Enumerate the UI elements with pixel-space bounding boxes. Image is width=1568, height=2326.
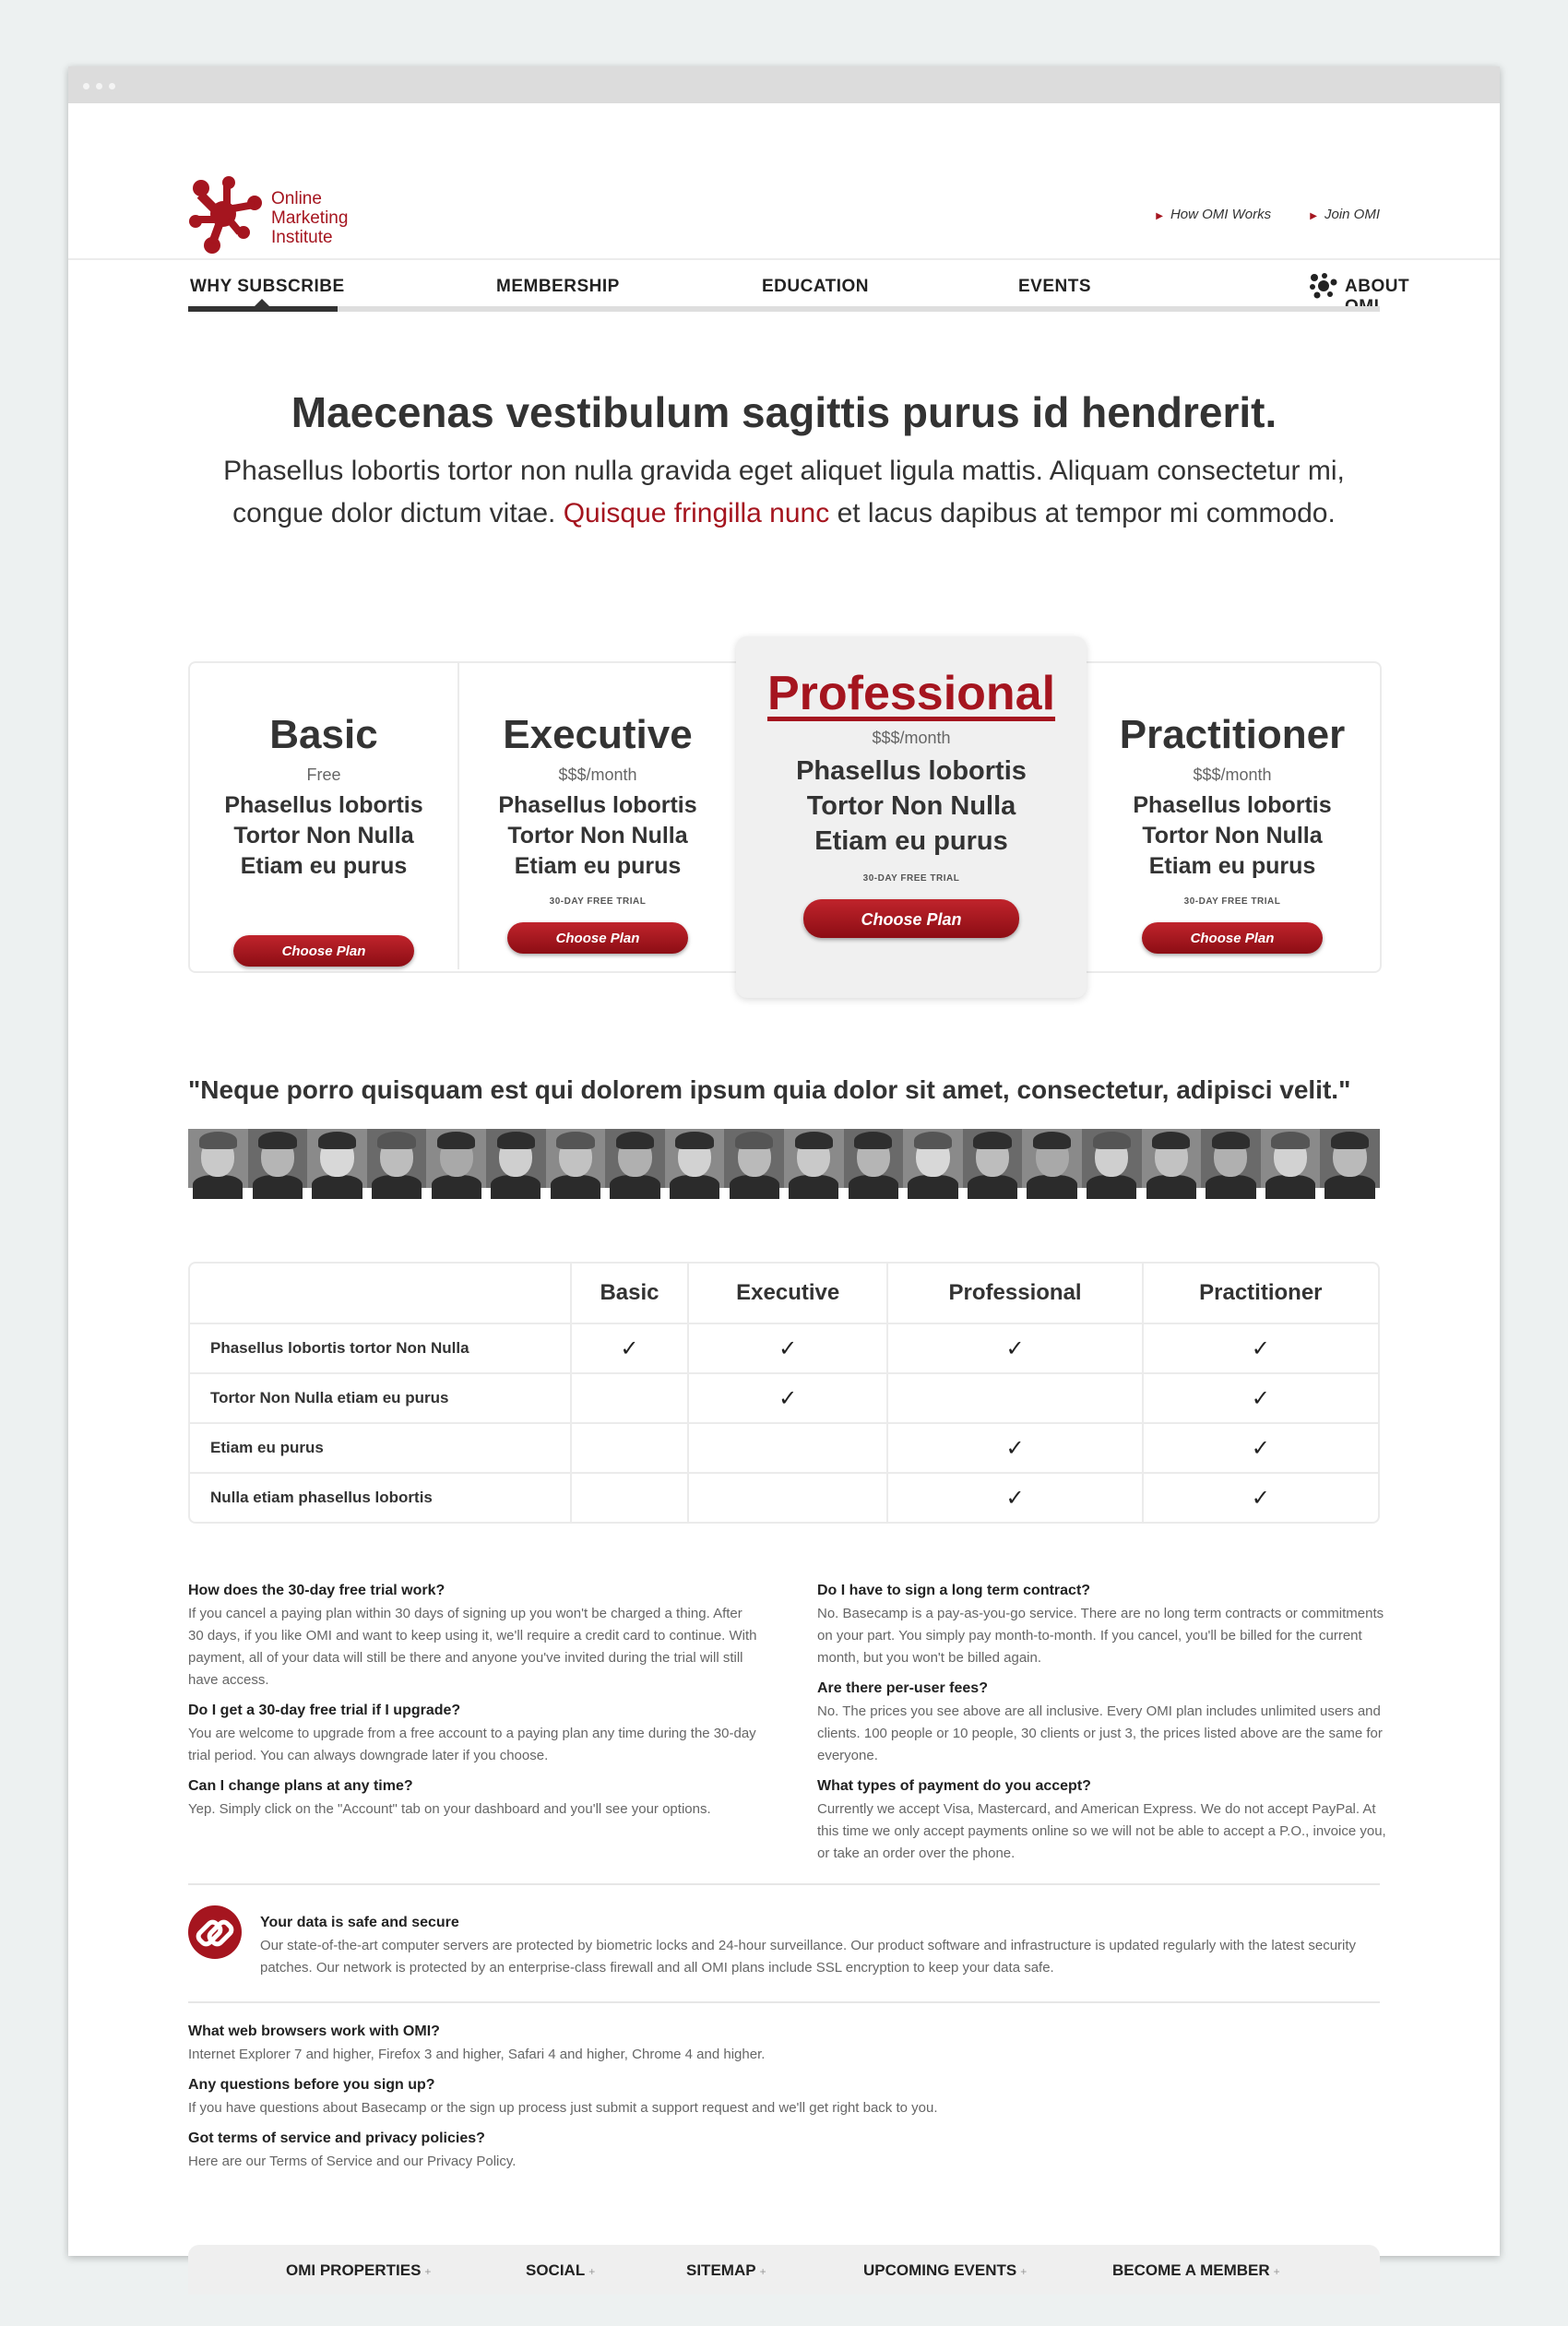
table-row bbox=[190, 1472, 1378, 1522]
member-photo bbox=[307, 1129, 367, 1188]
checkmark-icon: ✓ bbox=[687, 1323, 887, 1372]
plan-name: Professional bbox=[766, 667, 1056, 720]
choose-plan-button[interactable]: Choose Plan bbox=[1142, 922, 1323, 954]
main-nav bbox=[188, 269, 1410, 310]
window-dot-icon[interactable] bbox=[109, 83, 115, 89]
checkmark-icon: ✓ bbox=[886, 1323, 1141, 1372]
hero-subtitle-text: Phasellus lobortis tortor non nulla gravida eget aliquet ligula mattis. Aliquam consectetur mi, congue dolor dictum vitae. bbox=[223, 456, 1345, 528]
faq-answer: You are welcome to upgrade from a free account to a paying plan any time during the 30-day trial period. You can always downgrade later if you choose. bbox=[188, 1726, 756, 1763]
table-row bbox=[190, 1323, 1378, 1372]
faq-question: What types of payment do you accept? bbox=[817, 1778, 1091, 1794]
logo-text bbox=[271, 189, 348, 247]
footer-label: SITEMAP bbox=[686, 2261, 756, 2279]
faq-question: Got terms of service and privacy policies? bbox=[188, 2130, 485, 2146]
plan-feature: Phasellus lobortis bbox=[498, 792, 697, 818]
checkmark-icon: ✓ bbox=[1142, 1472, 1378, 1522]
plus-icon: + bbox=[1273, 2265, 1280, 2278]
plan-features bbox=[190, 790, 457, 882]
plan-price: $$$/month bbox=[872, 729, 951, 747]
nav-active-indicator bbox=[188, 306, 338, 312]
secure-section bbox=[260, 1915, 1380, 1990]
member-photo bbox=[486, 1129, 546, 1188]
column-header: Practitioner bbox=[1142, 1264, 1378, 1323]
top-links bbox=[1121, 207, 1380, 222]
omi-logo-icon bbox=[188, 175, 264, 255]
logo-line: Online bbox=[271, 189, 322, 208]
hero-subtitle bbox=[188, 450, 1380, 535]
faq-answer: Here are our Terms of Service and our Privacy Policy. bbox=[188, 2154, 517, 2169]
logo-line: Marketing bbox=[271, 208, 349, 228]
empty-cell bbox=[687, 1422, 887, 1472]
checkmark-icon: ✓ bbox=[1142, 1372, 1378, 1422]
window-titlebar bbox=[68, 66, 1500, 103]
member-photo bbox=[1201, 1129, 1261, 1188]
faq-answer: Our state-of-the-art computer servers are protected by biometric locks and 24-hour surveillance. Our product software and infrastructure is updated regularly with the latest security patches. Our network is protected by an enterprise-class firewall and all OMI plans include SSL encryption to keep your data safe. bbox=[260, 1938, 1357, 1976]
plan-card-executive bbox=[459, 712, 736, 954]
member-photo bbox=[784, 1129, 844, 1188]
faq-question: Do I have to sign a long term contract? bbox=[817, 1583, 1091, 1598]
table-row bbox=[190, 1422, 1378, 1472]
footer-label: UPCOMING EVENTS bbox=[863, 2261, 1017, 2279]
row-label: Etiam eu purus bbox=[190, 1422, 570, 1472]
member-photo bbox=[188, 1129, 248, 1188]
footer-omi-properties[interactable] bbox=[286, 2261, 431, 2280]
checkmark-icon: ✓ bbox=[1142, 1422, 1378, 1472]
plan-trial: 30-DAY FREE TRIAL bbox=[862, 873, 960, 884]
plan-features bbox=[459, 790, 736, 882]
plan-comparison-table bbox=[188, 1262, 1380, 1524]
hero-title: Maecenas vestibulum sagittis purus id hendrerit. bbox=[291, 388, 1277, 436]
row-label: Tortor Non Nulla etiam eu purus bbox=[190, 1372, 570, 1422]
member-photo bbox=[665, 1129, 725, 1188]
row-label: Nulla etiam phasellus lobortis bbox=[190, 1472, 570, 1522]
triangle-right-icon: ▶ bbox=[1310, 211, 1317, 221]
page-content bbox=[68, 103, 1500, 2279]
member-photo bbox=[426, 1129, 486, 1188]
plan-feature: Tortor Non Nulla bbox=[507, 823, 688, 849]
nav-caret-icon bbox=[255, 299, 269, 306]
member-photo bbox=[367, 1129, 427, 1188]
footer-social[interactable] bbox=[526, 2261, 595, 2280]
faq-left-column bbox=[188, 1583, 760, 1832]
faq-answer: If you cancel a paying plan within 30 days of signing up you won't be charged a thing. After 30 days, if you like OMI and want to keep using it, we'll require a credit card to continue. With payment, all of your data will still be there and anyone you've invited during the trial will still have access. bbox=[188, 1606, 757, 1688]
faq-bottom bbox=[188, 2023, 1380, 2184]
faq-answer: Internet Explorer 7 and higher, Firefox 3 and higher, Safari 4 and higher, Chrome 4 and higher. bbox=[188, 2047, 766, 2062]
member-photo bbox=[248, 1129, 308, 1188]
member-photo-strip bbox=[188, 1129, 1380, 1188]
plan-card-practitioner bbox=[1087, 712, 1378, 954]
plan-trial bbox=[190, 896, 457, 909]
plan-trial: 30-DAY FREE TRIAL bbox=[549, 896, 647, 907]
footer-sitemap[interactable] bbox=[686, 2261, 766, 2280]
faq-question: Any questions before you sign up? bbox=[188, 2077, 435, 2093]
plan-feature: Tortor Non Nulla bbox=[806, 791, 1016, 821]
faq-question: Can I change plans at any time? bbox=[188, 1778, 413, 1794]
footer-label: SOCIAL bbox=[526, 2261, 586, 2279]
plan-name: Executive bbox=[503, 712, 693, 757]
column-header: Professional bbox=[886, 1264, 1141, 1323]
plan-card-basic bbox=[190, 712, 457, 967]
member-photo bbox=[724, 1129, 784, 1188]
logo-line: Institute bbox=[271, 228, 333, 247]
faq-answer: No. Basecamp is a pay-as-you-go service. There are no long term contracts or commitments on your part. You simply pay month-to-month. If you cancel, you'll be billed for the current month, but you won't be billed again. bbox=[817, 1606, 1384, 1666]
faq-question: Are there per-user fees? bbox=[817, 1680, 988, 1696]
member-photo bbox=[963, 1129, 1023, 1188]
member-photo bbox=[1022, 1129, 1082, 1188]
empty-cell bbox=[886, 1372, 1141, 1422]
footer-nav bbox=[188, 2245, 1380, 2295]
empty-cell bbox=[570, 1422, 687, 1472]
secure-link-icon bbox=[188, 1905, 242, 1959]
member-photo bbox=[1320, 1129, 1380, 1188]
plan-card-professional bbox=[736, 636, 1087, 998]
member-photo bbox=[546, 1129, 606, 1188]
column-header: Basic bbox=[570, 1264, 687, 1323]
checkmark-icon: ✓ bbox=[1142, 1323, 1378, 1372]
window-dot-icon[interactable] bbox=[96, 83, 102, 89]
triangle-right-icon: ▶ bbox=[1156, 211, 1163, 221]
checkmark-icon: ✓ bbox=[886, 1422, 1141, 1472]
plan-price: Free bbox=[306, 765, 341, 784]
link-label: Join OMI bbox=[1324, 207, 1380, 222]
faq-answer: If you have questions about Basecamp or the sign up process just submit a support request and we'll get right back to you. bbox=[188, 2100, 938, 2116]
member-photo bbox=[1082, 1129, 1142, 1188]
row-label: Phasellus lobortis tortor Non Nulla bbox=[190, 1323, 570, 1372]
plan-feature: Etiam eu purus bbox=[814, 826, 1008, 856]
plan-feature: Phasellus lobortis bbox=[1133, 792, 1332, 818]
plus-icon: + bbox=[424, 2265, 432, 2278]
nav-about-omi[interactable]: ABOUT bbox=[1345, 277, 1410, 296]
omi-mini-logo-icon bbox=[1310, 273, 1337, 304]
nav-membership[interactable]: MEMBERSHIP bbox=[496, 277, 620, 296]
browser-window bbox=[68, 66, 1500, 2279]
plan-name: Basic bbox=[269, 712, 378, 757]
member-photo bbox=[1261, 1129, 1321, 1188]
faq-question: Your data is safe and secure bbox=[260, 1915, 459, 1930]
choose-plan-button[interactable]: Choose Plan bbox=[803, 899, 1019, 938]
nav-why-subscribe[interactable]: WHY SUBSCRIBE bbox=[190, 277, 345, 296]
empty-cell bbox=[570, 1372, 687, 1422]
faq-question: How does the 30-day free trial work? bbox=[188, 1583, 445, 1598]
table-header-row bbox=[190, 1264, 1378, 1323]
section-divider bbox=[188, 1883, 1380, 1885]
nav-education[interactable]: EDUCATION bbox=[762, 277, 870, 296]
plan-feature: Phasellus lobortis bbox=[796, 756, 1027, 786]
omi-logo[interactable] bbox=[188, 175, 373, 258]
member-photo bbox=[605, 1129, 665, 1188]
faq-question: What web browsers work with OMI? bbox=[188, 2023, 440, 2039]
testimonial-quote: "Neque porro quisquam est qui dolorem ipsum quia dolor sit amet, consectetur, adipisci velit." bbox=[188, 1075, 1351, 1104]
checkmark-icon: ✓ bbox=[687, 1372, 887, 1422]
how-omi-works-link[interactable] bbox=[1156, 207, 1271, 222]
choose-plan-button[interactable]: Choose Plan bbox=[507, 922, 688, 954]
join-omi-link[interactable] bbox=[1310, 207, 1380, 222]
plan-features bbox=[1087, 790, 1378, 882]
footer-label: OMI PROPERTIES bbox=[286, 2261, 422, 2279]
plan-feature: Tortor Non Nulla bbox=[1142, 823, 1323, 849]
plan-name: Practitioner bbox=[1119, 712, 1346, 757]
faq-answer: No. The prices you see above are all inclusive. Every OMI plan includes unlimited users and clients. 100 people or 10 people, 30 clients or just 3, the prices listed above are the same for everyone. bbox=[817, 1703, 1383, 1763]
plus-icon: + bbox=[588, 2265, 596, 2278]
plus-icon: + bbox=[759, 2265, 766, 2278]
checkmark-icon: ✓ bbox=[886, 1472, 1141, 1522]
member-photo bbox=[844, 1129, 904, 1188]
section-divider bbox=[188, 2001, 1380, 2003]
table-row bbox=[190, 1372, 1378, 1422]
plan-feature: Etiam eu purus bbox=[240, 853, 408, 879]
plan-features bbox=[736, 754, 1087, 859]
faq-answer: Yep. Simply click on the "Account" tab on your dashboard and you'll see your options. bbox=[188, 1801, 711, 1817]
empty-cell bbox=[687, 1472, 887, 1522]
hero-subtitle-text: et lacus dapibus at tempor mi commodo. bbox=[829, 498, 1336, 528]
column-header: Executive bbox=[687, 1264, 887, 1323]
nav-track bbox=[188, 306, 1380, 312]
faq-answer: Currently we accept Visa, Mastercard, and American Express. We do not accept PayPal. At this time we only accept payments online so we will not be able to accept a P.O., invoice you, or take an order over the phone. bbox=[817, 1801, 1386, 1861]
header-divider bbox=[68, 258, 1500, 260]
choose-plan-button[interactable]: Choose Plan bbox=[233, 935, 414, 967]
plan-trial: 30-DAY FREE TRIAL bbox=[1183, 896, 1281, 907]
checkmark-icon: ✓ bbox=[570, 1323, 687, 1372]
plan-price: $$$/month bbox=[1193, 765, 1272, 784]
plan-feature: Etiam eu purus bbox=[514, 853, 682, 879]
table-corner-cell bbox=[190, 1264, 570, 1323]
footer-label: BECOME A MEMBER bbox=[1112, 2261, 1270, 2279]
empty-cell bbox=[570, 1472, 687, 1522]
member-photo bbox=[1142, 1129, 1202, 1188]
hero-subtitle-link[interactable]: Quisque fringilla nunc bbox=[563, 498, 830, 528]
member-photo bbox=[903, 1129, 963, 1188]
footer-upcoming-events[interactable] bbox=[863, 2261, 1027, 2280]
footer-become-a-member[interactable] bbox=[1112, 2261, 1280, 2280]
plan-content bbox=[736, 666, 1087, 938]
nav-events[interactable]: EVENTS bbox=[1018, 277, 1092, 296]
plan-feature: Tortor Non Nulla bbox=[233, 823, 414, 849]
plan-price: $$$/month bbox=[558, 765, 637, 784]
link-label: How OMI Works bbox=[1170, 207, 1272, 222]
plan-feature: Phasellus lobortis bbox=[224, 792, 423, 818]
faq-question: Do I get a 30-day free trial if I upgrade? bbox=[188, 1703, 461, 1718]
faq-right-column bbox=[817, 1583, 1389, 1876]
plan-feature: Etiam eu purus bbox=[1148, 853, 1316, 879]
window-dot-icon[interactable] bbox=[83, 83, 89, 89]
plus-icon: + bbox=[1020, 2265, 1028, 2278]
